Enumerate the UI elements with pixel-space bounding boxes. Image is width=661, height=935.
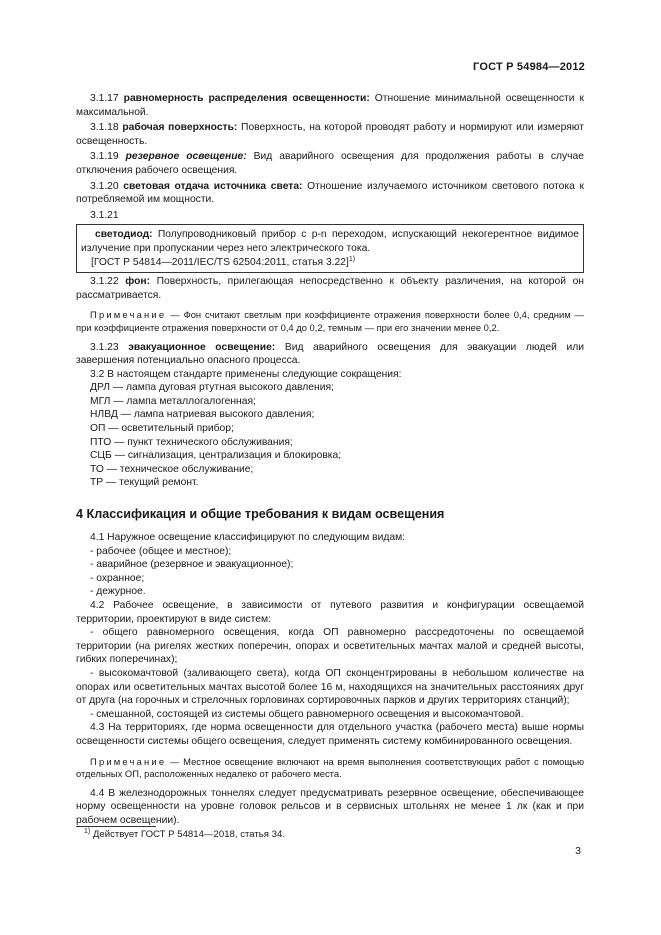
definition-3-1-17 [76,92,584,119]
definition-number: 3.1.22 [90,276,119,288]
definition-term: световая отдача источника света: [123,180,303,192]
definition-text: Вид аварийного освещения для эвакуации людей или завершения потенциально опасного процесса. [76,341,584,367]
paragraph-4-1: 4.1 Наружное освещение классифицируют по следующим видам: [90,532,406,544]
note-dash: — [166,755,184,767]
definition-3-1-20 [76,180,584,207]
abbreviation-item: ОП — осветительный прибор; [90,423,234,435]
definition-3-1-23 [76,341,584,368]
definition-3-1-19 [76,150,584,177]
definition-3-1-21-box [76,224,584,273]
definition-term: фон: [125,276,151,288]
definition-text: Поверхность, на которой проводят работу и нормируют или измеряют освещенность. [76,122,584,147]
definition-number: 3.1.23 [90,341,119,353]
abbreviation-item: ТР — текущий ремонт. [90,477,199,489]
note-text: Фон считают светлым при коэффициенте отражения поверхности более 0,4, средним — при коэффициенте отражения поверхности от 0,4 до 0,2, темным — при его значении менее 0,2. [76,309,584,333]
definition-3-1-18 [76,121,584,148]
footnote-mark: 1) [84,828,91,835]
note-label: Примечание [90,755,167,767]
paragraph-4-2: 4.2 Рабочее освещение, в зависимости от путевого развития и конфигурации освещаемой территории, проектируют в виде систем: [76,600,584,625]
abbreviation-item: МГЛ — лампа металлогалогенная; [90,395,256,407]
definition-source [81,256,579,270]
definition-text: Вид аварийного освещения для продолжения работы в случае отключения рабочего освещения. [76,151,584,176]
definition-term: светодиод: [95,229,153,241]
definition-number: 3.1.20 [90,180,119,192]
paragraph-4-4: 4.4 В железнодорожных тоннелях следует предусматривать резервное освещение, обеспечивающее норму освещенности на уровне головок рельсов и в сервисных штольнях не менее 1 лк (как и при рабочем освещении). [76,787,584,826]
definition-3-1-22 [76,275,584,302]
definition-number-3-1-21: 3.1.21 [90,209,119,221]
abbreviation-item: НЛВД — лампа натриевая высокого давления; [90,409,315,421]
footnote [76,829,285,841]
document-code: ГОСТ Р 54984—2012 [473,61,585,73]
note-background [76,309,584,334]
abbreviation-item: ДРЛ — лампа дуговая ртутная высокого давления; [90,382,334,394]
footnote-marker: 1) [348,255,356,263]
lighting-system-item: - общего равномерного освещения, когда ОП равномерно рассредоточены по освещаемой территории (на ригелях жестких поперечин, опорах и осветительных мачтах малой и средней высоты, гибких поперечинах); [76,627,584,666]
footnote-text: Действует ГОСТ Р 54814—2018, статья 34. [90,829,285,840]
note-label: Примечание [90,309,167,321]
definition-text: Отношение излучаемого источником светового потока к потребляемой им мощности. [76,180,584,206]
abbreviation-item: ПТО — пункт технического обслуживания; [90,436,293,448]
section-4-heading: 4 Классификация и общие требования к видам освещения [76,507,445,522]
note-text: Местное освещение включают на время выполнения соответствующих работ с помощью отдельных ОП, расположенных недалеко от рабочего места. [76,755,584,780]
definition-text: Отношение минимальной освещенности к максимальной. [76,93,584,118]
lighting-kind-item: - аварийное (резервное и эвакуационное); [90,559,294,571]
note-local-lighting [76,756,584,781]
lighting-system-item: - высокомачтовой (заливающего света), когда ОП сконцентрированы в небольшом количестве на опорах или осветительных мачтах высотой более 16 м, находящихся на значительных расстояниях друг от друга (на горочных и стрелочных горловинах сортировочных парков и других территориях станций); [76,667,584,707]
lighting-systems-list [76,626,584,721]
page-number: 3 [575,845,581,857]
abbreviations-list [76,381,584,490]
definition-number: 3.1.19 [90,151,119,163]
lighting-kind-item: - рабочее (общее и местное); [90,545,232,557]
paragraph-4-3: 4.3 На территориях, где норма освещенности для отдельного участка (рабочего места) выше нормы освещенности системы общего освещения, следует применять систему комбинированного освещения. [76,722,584,747]
definition-3-1-21 [81,228,579,255]
definition-number: 3.1.17 [90,93,119,104]
lighting-kinds-list [76,545,584,599]
abbreviation-item: СЦБ — сигнализация, централизация и блокировка; [90,450,342,462]
definition-number: 3.1.18 [90,122,119,134]
footnote-divider [76,826,156,827]
definition-term: резервное освещение: [125,151,247,163]
definition-text: Поверхность, прилегающая непосредственно к объекту различения, на которой он рассматривается. [76,276,584,301]
abbreviations-intro: 3.2 В настоящем стандарте применены следующие сокращения: [90,368,402,380]
source-text: [ГОСТ Р 54814—2011/IEC/TS 62504:2011, статья 3.22] [91,256,349,268]
lighting-kind-item: - охранное; [90,572,145,584]
definition-term: рабочая поверхность: [122,122,238,134]
abbreviation-item: ТО — техническое обслуживание; [90,463,254,475]
lighting-kind-item: - дежурное. [90,586,146,598]
definition-text: Полупроводниковый прибор с p-n переходом, испускающий некогерентное видимое излучение при пропускании через него электрического тока. [81,229,579,254]
note-dash: — [166,309,184,321]
definition-term: равномерность распределения освещенности: [123,93,370,104]
page-content [76,92,584,828]
lighting-system-item: - смешанной, состоящей из системы общего равномерного освещения и высокомачтовой. [90,708,524,720]
definition-term: эвакуационное освещение: [128,341,276,353]
